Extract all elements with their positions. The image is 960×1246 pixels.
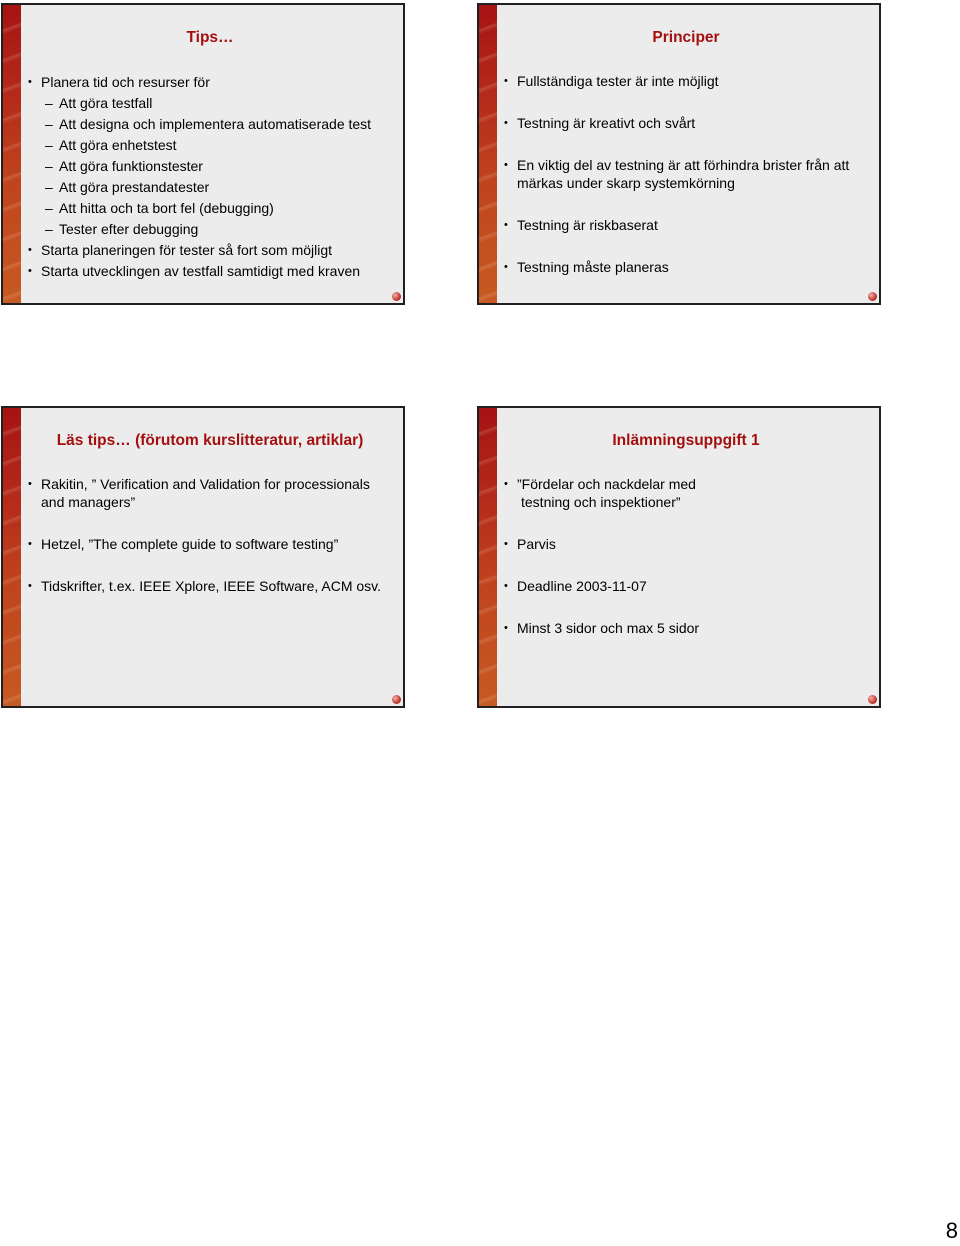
- list-item: • En viktig del av testning är att förhindra brister från att märkas under skarp systemkörning: [517, 156, 865, 192]
- logo-icon: [392, 695, 401, 704]
- page-number: 8: [945, 1218, 958, 1243]
- bullet-list: [41, 72, 389, 282]
- logo-icon: [392, 292, 401, 301]
- list-item: • Testning måste planeras: [517, 258, 865, 276]
- logo-icon: [868, 292, 877, 301]
- slide-inlamningsuppgift: [477, 406, 881, 708]
- bullet-list: [517, 72, 865, 300]
- list-item: • Minst 3 sidor och max 5 sidor: [517, 619, 865, 637]
- slide-title: Inlämningsuppgift 1: [612, 432, 760, 449]
- bullet-list: [41, 475, 389, 619]
- list-item: • Rakitin, ” Verification and Validation for processionals and managers”: [41, 475, 389, 511]
- sub-item: – Att göra prestandatester: [59, 177, 389, 198]
- sub-list: [41, 93, 389, 240]
- slide-accent-bar: [3, 5, 21, 303]
- sub-item: – Att göra funktionstester: [59, 156, 389, 177]
- sub-item: – Att göra enhetstest: [59, 135, 389, 156]
- sub-item: – Att hitta och ta bort fel (debugging): [59, 198, 389, 219]
- list-item: [41, 72, 389, 240]
- bullet-text: Planera tid och resurser för: [41, 74, 210, 90]
- slide-las-tips: [1, 406, 405, 708]
- slide-accent-bar: [479, 5, 497, 303]
- sub-item: – Att designa och implementera automatiserade test: [59, 114, 389, 135]
- list-item: • Testning är kreativt och svårt: [517, 114, 865, 132]
- list-item: • Starta utvecklingen av testfall samtidigt med kraven: [41, 261, 389, 282]
- list-item: • Hetzel, ”The complete guide to software testing”: [41, 535, 389, 553]
- list-item: • Tidskrifter, t.ex. IEEE Xplore, IEEE Software, ACM osv.: [41, 577, 389, 595]
- list-item: • Testning är riskbaserat: [517, 216, 865, 234]
- slide-title: Tips…: [186, 29, 234, 46]
- slide-accent-bar: [479, 408, 497, 706]
- sub-item: – Tester efter debugging: [59, 219, 389, 240]
- bullet-text: ”Fördelar och nackdelar med: [517, 476, 696, 492]
- list-item: • Parvis: [517, 535, 865, 553]
- list-item: • Fullständiga tester är inte möjligt: [517, 72, 865, 90]
- slide-tips: [1, 3, 405, 305]
- bullet-list: [517, 475, 865, 661]
- slide-title: Principer: [652, 29, 720, 46]
- logo-icon: [868, 695, 877, 704]
- list-item: • Starta planeringen för tester så fort som möjligt: [41, 240, 389, 261]
- slide-principer: [477, 3, 881, 305]
- list-item: • Deadline 2003-11-07: [517, 577, 865, 595]
- slide-title: Läs tips… (förutom kurslitteratur, artiklar): [56, 432, 364, 449]
- bullet-text-continued: testning och inspektioner”: [521, 494, 681, 510]
- sub-item: – Att göra testfall: [59, 93, 389, 114]
- slide-accent-bar: [3, 408, 21, 706]
- list-item: [517, 475, 865, 511]
